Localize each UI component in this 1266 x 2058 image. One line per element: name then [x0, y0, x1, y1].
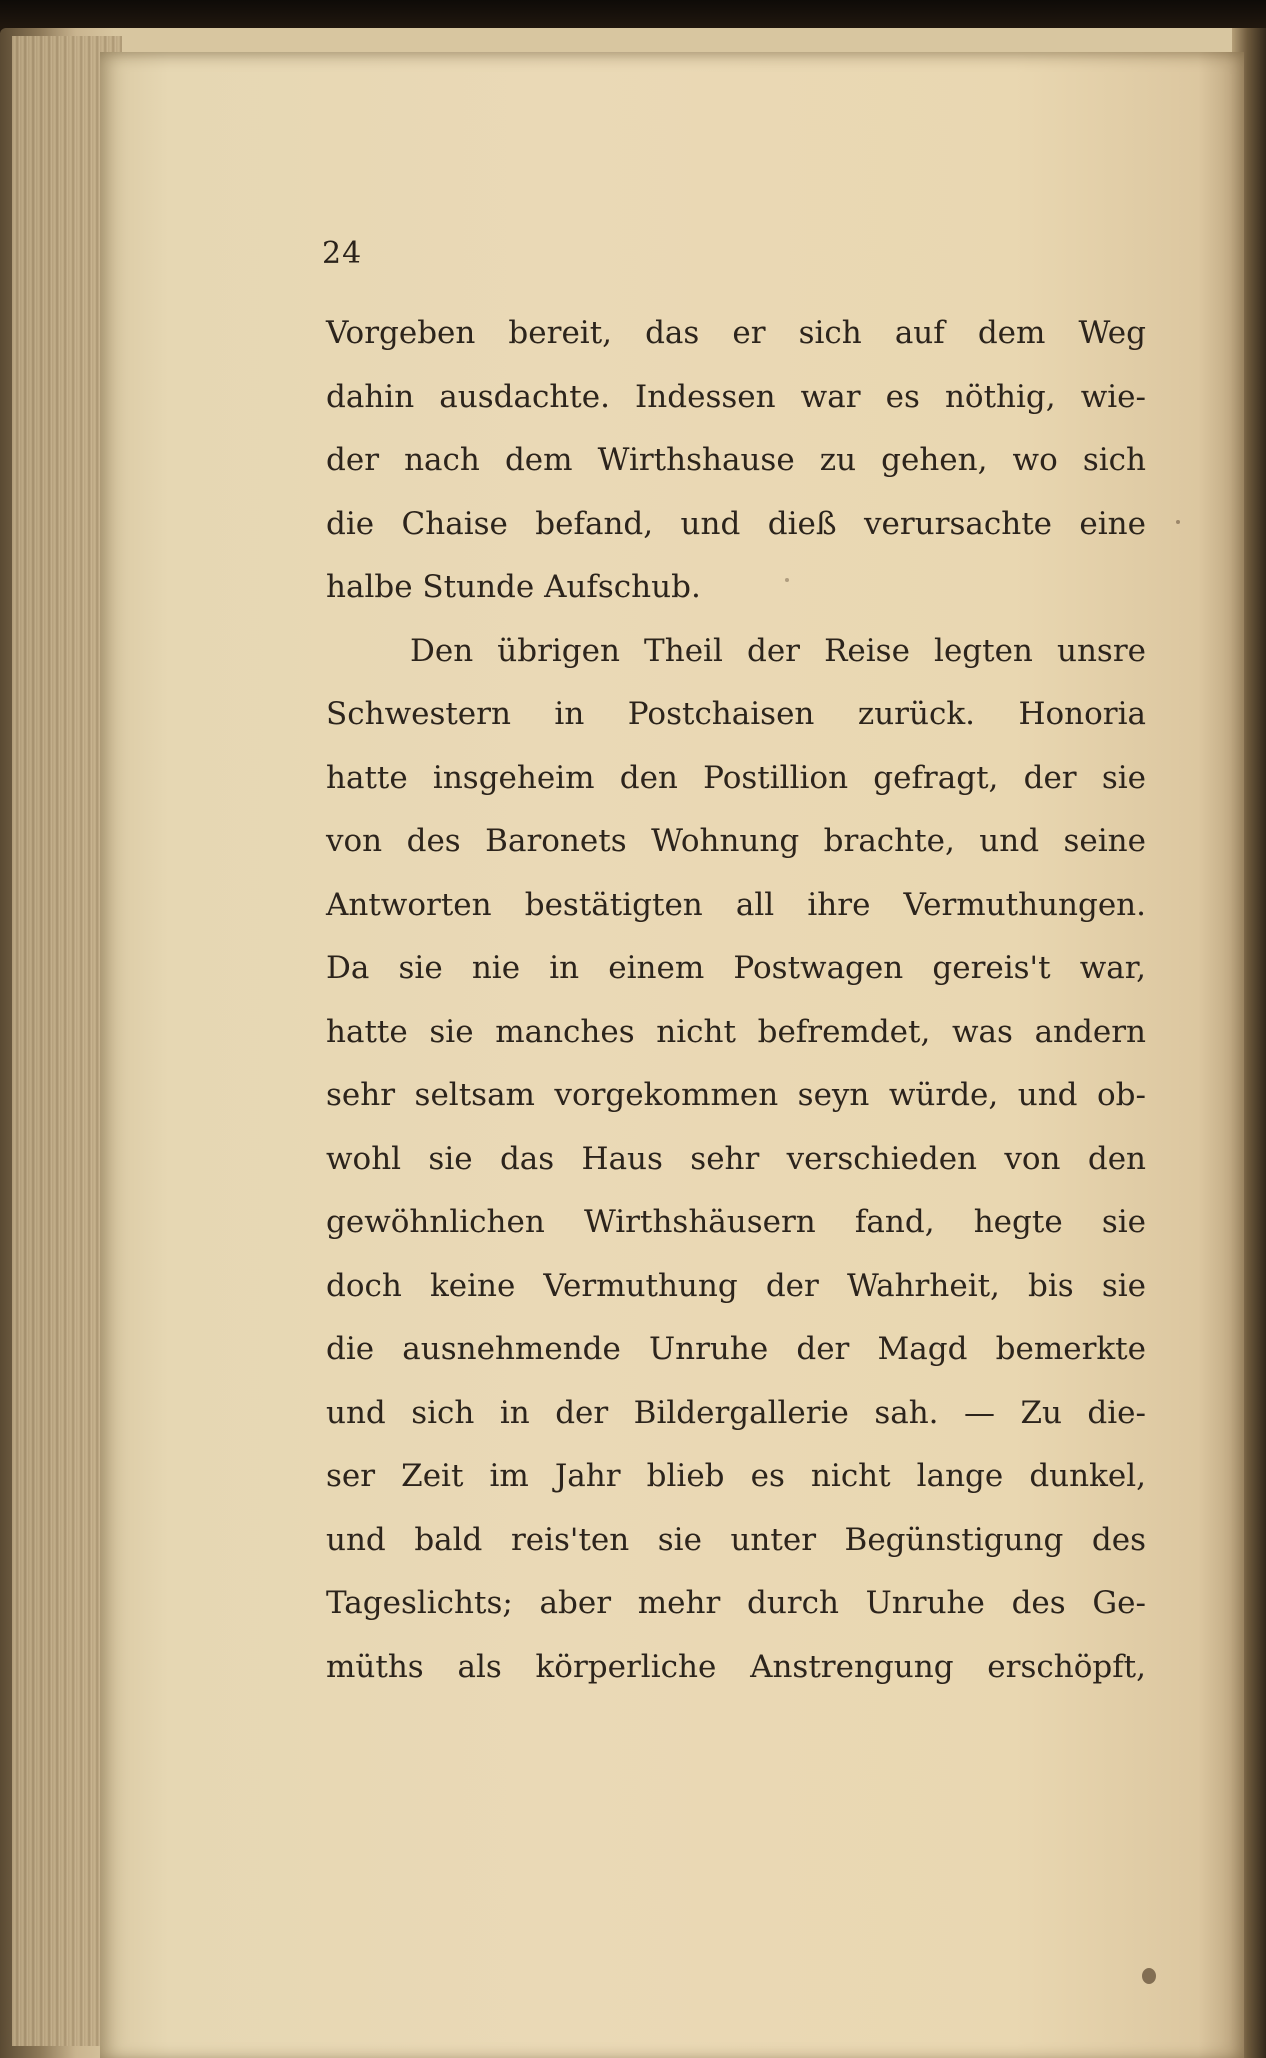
paper-speck [1176, 520, 1180, 524]
text-line: Vorgeben bereit, das er sich auf dem Weg [326, 315, 1146, 351]
page-number: 24 [322, 236, 363, 271]
text-line: ser Zeit im Jahr blieb es nicht lange dunkel, [326, 1458, 1146, 1494]
text-line: halbe Stunde Aufschub. [326, 569, 701, 605]
text-line: hatte insgeheim den Postillion gefragt, der sie [326, 759, 1146, 796]
text-line: von des Baronets Wohnung brachte, und seine [326, 823, 1146, 859]
text-line: Schwestern in Postchaisen zurück. Honoria [326, 696, 1146, 732]
page-text [326, 302, 1146, 1699]
text-line: Tageslichts; aber mehr durch Unruhe des Ge- [326, 1585, 1146, 1621]
text-line: die Chaise befand, und dieß verursachte eine [326, 505, 1146, 542]
paragraph-start-line: Den übrigen Theil der Reise legten unsre [410, 632, 1146, 669]
paper-speck [785, 578, 789, 582]
text-line: wohl sie das Haus sehr verschieden von den [326, 1140, 1146, 1177]
text-line: der nach dem Wirthshause zu gehen, wo sich [326, 442, 1146, 478]
text-line: dahin ausdachte. Indessen war es nöthig, wie- [326, 378, 1146, 415]
text-line: hatte sie manches nicht befremdet, was andern [326, 1013, 1146, 1050]
text-line: müths als körperliche Anstrengung erschöpft, [326, 1648, 1146, 1685]
text-line: und sich in der Bildergallerie sah. — Zu die- [326, 1394, 1146, 1431]
text-line: die ausnehmende Unruhe der Magd bemerkte [326, 1331, 1146, 1367]
paper-speck [1142, 1968, 1156, 1984]
text-line: gewöhnlichen Wirthshäusern fand, hegte sie [326, 1204, 1146, 1240]
text-line: sehr seltsam vorgekommen seyn würde, und ob- [326, 1077, 1146, 1113]
text-line: und bald reis'ten sie unter Begünstigung des [326, 1521, 1146, 1558]
text-line: Antworten bestätigten all ihre Vermuthungen. [326, 886, 1146, 923]
text-line: doch keine Vermuthung der Wahrheit, bis sie [326, 1267, 1146, 1304]
text-line: Da sie nie in einem Postwagen gereis't war, [326, 950, 1146, 986]
